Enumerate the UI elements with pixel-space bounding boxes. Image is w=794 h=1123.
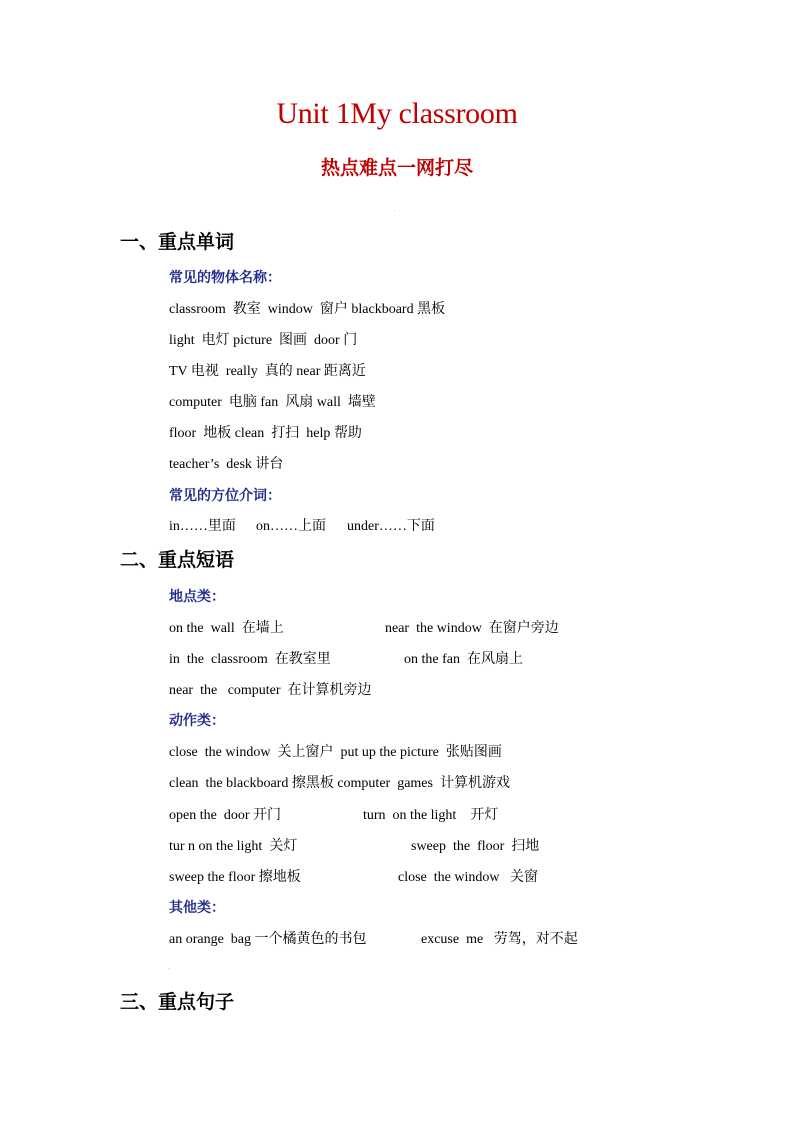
category-actions: 动作类： — [169, 713, 225, 729]
category-places: 地点类： — [169, 589, 225, 605]
phrase-open-the-door: open the door 开门 — [169, 808, 281, 823]
phrase-turn-on-light: turn on the light 开灯 — [363, 808, 499, 823]
category-prepositions: 常见的方位介词： — [169, 488, 281, 504]
section-heading-phrases: 二、重点短语 — [120, 549, 235, 571]
section-heading-words: 一、重点单词 — [120, 231, 235, 253]
phrase-on-the-fan: on the fan 在风扇上 — [404, 652, 523, 667]
category-others: 其他类： — [169, 900, 225, 916]
word-line-2: light 电灯 picture 图画 door 门 — [169, 333, 358, 348]
word-line-3: TV 电视 really 真的 near 距离近 — [169, 364, 366, 379]
page-title: Unit 1My classroom — [276, 97, 518, 130]
paragraph-mark: . — [168, 965, 170, 971]
phrase-near-the-computer: near the computer 在计算机旁边 — [169, 683, 372, 698]
phrase-near-the-window: near the window 在窗户旁边 — [385, 621, 559, 636]
phrase-excuse-me: excuse me 劳驾，对不起 — [421, 932, 578, 947]
phrase-sweep-the-floor: sweep the floor 扫地 — [411, 839, 540, 854]
section-heading-sentences: 三、重点句子 — [120, 991, 235, 1013]
preposition-in: in……里面 — [169, 519, 236, 534]
phrase-on-the-wall: on the wall 在墙上 — [169, 621, 284, 636]
preposition-under: under……下面 — [347, 519, 435, 534]
phrase-sweep-floor-2: sweep the floor 擦地板 — [169, 870, 301, 885]
phrase-line-close-put: close the window 关上窗户 put up the picture 张贴图画 — [169, 745, 502, 760]
word-line-1: classroom 教室 window 窗户 blackboard 黑板 — [169, 302, 446, 317]
category-objects: 常见的物体名称： — [169, 270, 281, 286]
phrase-in-the-classroom: in the classroom 在教室里 — [169, 652, 331, 667]
paragraph-mark: . — [394, 207, 396, 213]
page-subtitle: 热点难点一网打尽 — [320, 157, 473, 179]
word-line-5: floor 地板 clean 打扫 help 帮助 — [169, 426, 362, 441]
phrase-turn-on-light-2: tur n on the light 关灯 — [169, 839, 298, 854]
phrase-orange-bag: an orange bag 一个橘黄色的书包 — [169, 932, 367, 947]
phrase-line-clean-games: clean the blackboard 擦黑板 computer games 计算机游戏 — [169, 776, 510, 791]
word-line-4: computer 电脑 fan 风扇 wall 墙壁 — [169, 395, 376, 410]
phrase-close-window-2: close the window 关窗 — [398, 870, 538, 885]
preposition-on: on……上面 — [256, 519, 326, 534]
word-line-6: teacher’s desk 讲台 — [169, 457, 284, 472]
